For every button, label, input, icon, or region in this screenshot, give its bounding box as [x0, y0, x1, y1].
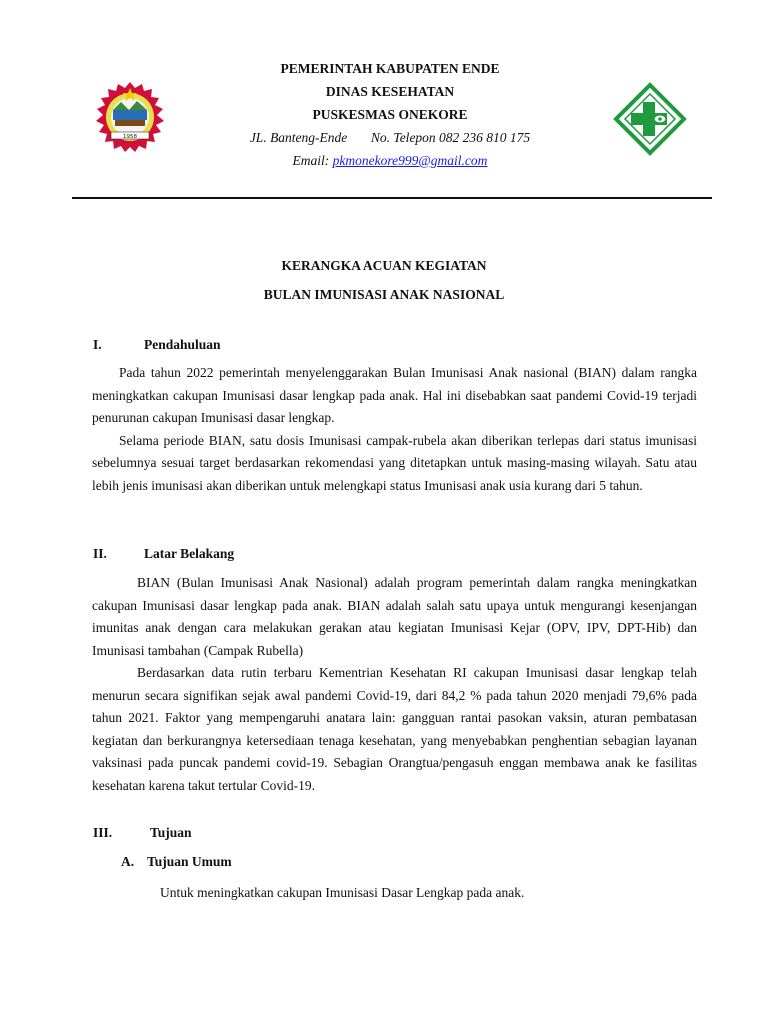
subsection-a-number: A. [121, 854, 135, 869]
section-2-body [92, 572, 697, 797]
subsection-a-body [160, 882, 700, 905]
section-1-heading: Pendahuluan [144, 337, 221, 352]
section-1-number: I. [93, 337, 102, 352]
puskesmas-logo [613, 82, 687, 156]
header-phone: No. Telepon 082 236 810 175 [370, 130, 531, 145]
header-health-office: DINAS KESEHATAN [325, 84, 455, 99]
header-email-line [180, 153, 600, 169]
section-3-number: III. [93, 825, 113, 840]
section-3-heading: Tujuan [150, 825, 192, 840]
crest-year-text: 1958 [123, 134, 137, 140]
section-1-paragraph-1: Pada tahun 2022 pemerintah menyelenggarakan Bulan Imunisasi Anak nasional (BIAN) dalam rangka meningkatkan cakupan Imunisasi dasar lengkap pada anak. Hal ini disebabkan saat pandemi Covid-19 terjadi penurunan cakupan Imunisasi dasar lengkap. [92, 365, 697, 425]
section-1-body [92, 362, 697, 497]
doc-title-line1: KERANGKA ACUAN KEGIATAN [281, 258, 487, 273]
email-link[interactable]: pkmonekore999@gmail.com [332, 153, 488, 168]
header-government: PEMERINTAH KABUPATEN ENDE [280, 61, 500, 76]
header-puskesmas: PUSKESMAS ONEKORE [312, 107, 468, 122]
header-address: JL. Banteng-Ende [249, 130, 348, 145]
header-divider [72, 197, 712, 199]
header-contact-line [180, 130, 600, 146]
section-2-paragraph-2: Berdasarkan data rutin terbaru Kementrian Kesehatan RI cakupan Imunisasi dasar lengkap telah menurun secara signifikan sejak awal pandemi Covid-19, dari 84,2 % pada tahun 2020 menjadi 79,6% pada tahun 2021. Faktor yang mempengaruhi anatara lain: gangguan rantai pasokan vaksin, aturan pembatasan kegiatan dan berkurangnya ketersediaan tenaga kesehatan, yang menyebabkan penghentian sebagian layanan vaksinasi pada puncak pandemi covid-19. Sebagian Orangtua/pengasuh enggan membawa anak ke fasilitas kesehatan karena takut tertular Covid-19. [92, 665, 697, 793]
section-2-paragraph-1: BIAN (Bulan Imunisasi Anak Nasional) adalah program pemerintah dalam rangka meningkatkan cakupan Imunisasi dasar lengkap pada anak. BIAN adalah salah satu upaya untuk mengurangi kesenjangan imunitas anak dengan cara melakukan gerakan atau kegiatan Imunisasi Kejar (OPV, IPV, DPT-Hib) dan Imunisasi tambahan (Campak Rubella) [92, 575, 697, 658]
subsection-a-paragraph: Untuk meningkatkan cakupan Imunisasi Dasar Lengkap pada anak. [160, 885, 525, 900]
section-2-heading: Latar Belakang [144, 546, 235, 561]
section-2-number: II. [93, 546, 107, 561]
section-1-paragraph-2: Selama periode BIAN, satu dosis Imunisasi campak-rubela akan diberikan terlepas dari status imunisasi sebelumnya sesuai target berdasarkan rekomendasi yang ditetapkan untuk masing-masing wilayah. Satu atau lebih jenis imunisasi akan diberikan untuk melengkapi status Imunisasi anak usia kurang dari 5 tahun. [92, 432, 697, 493]
email-label: Email: [292, 153, 330, 168]
subsection-a-heading: Tujuan Umum [147, 854, 232, 869]
regency-crest-logo [91, 80, 169, 154]
doc-title-line2: BULAN IMUNISASI ANAK NASIONAL [263, 287, 505, 302]
